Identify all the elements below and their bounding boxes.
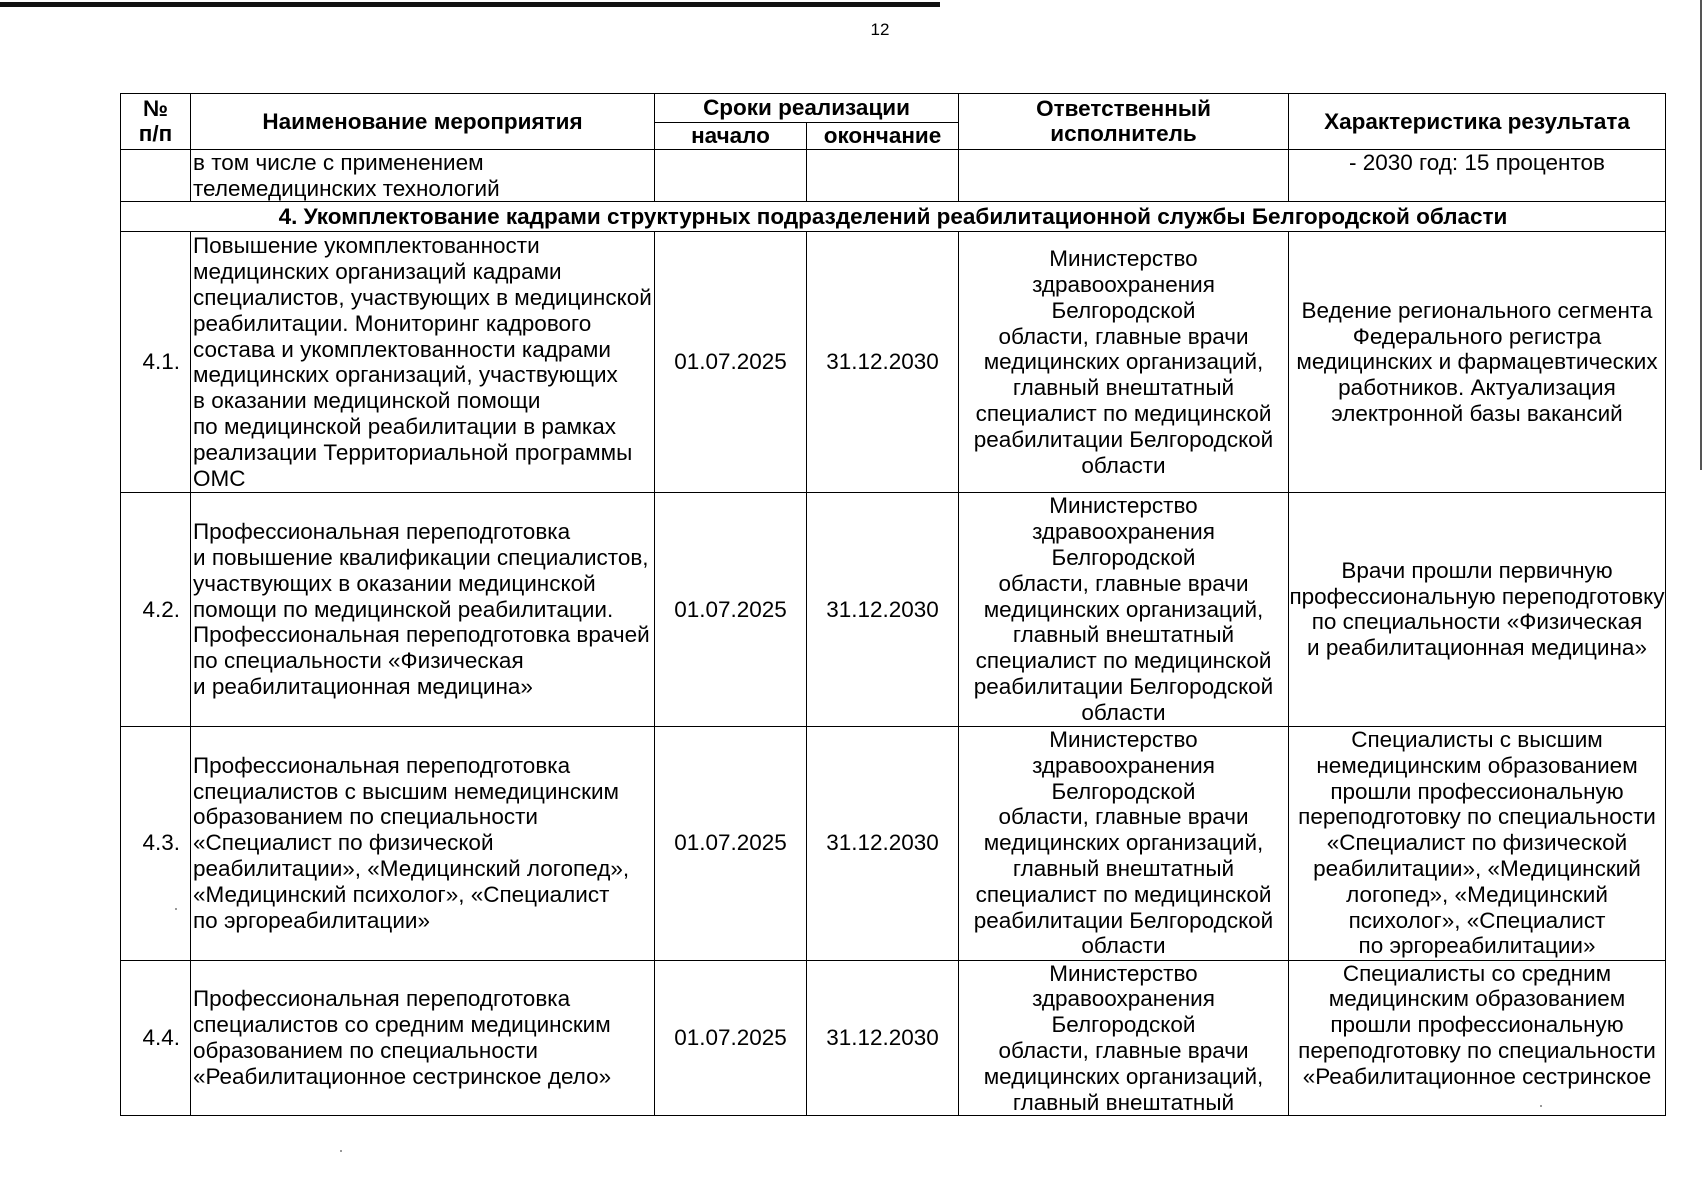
- table-row: [121, 960, 1666, 1116]
- table-row: [121, 232, 1666, 493]
- header-period: Сроки реализации: [655, 94, 959, 123]
- cell-name: Профессиональная переподготовка и повышение квалификации специалистов, участвующих в оказании медицинской помощи по медицинской реабилитации. Профессиональная переподготовка врачей по специальности «Физическая и реабилитационная медицина»: [191, 493, 655, 726]
- table-row: [121, 726, 1666, 960]
- table-row: [121, 149, 1666, 202]
- cell-num: 4.2.: [121, 493, 191, 726]
- cell-result: - 2030 год: 15 процентов: [1289, 149, 1666, 202]
- cell-responsible: Министерство здравоохранения Белгородской области, главные врачи медицинских организаций, главный внештатный: [959, 960, 1289, 1116]
- cell-result: Специалисты со средним медицинским образованием прошли профессиональную переподготовку по специальности «Реабилитационное сестринское: [1289, 960, 1666, 1116]
- scan-top-edge: [0, 2, 940, 7]
- cell-name: в том числе с применением телемедицинских технологий: [191, 149, 655, 202]
- header-num: № п/п: [121, 94, 191, 150]
- cell-start: 01.07.2025: [655, 960, 807, 1116]
- cell-end: [807, 149, 959, 202]
- table-row: [121, 493, 1666, 726]
- cell-result: Врачи прошли первичную профессиональную переподготовку по специальности «Физическая и реабилитационная медицина»: [1289, 493, 1666, 726]
- cell-start: 01.07.2025: [655, 493, 807, 726]
- cell-start: 01.07.2025: [655, 232, 807, 493]
- scan-speck: [175, 908, 177, 910]
- header-result: Характеристика результата: [1289, 94, 1666, 150]
- cell-name: Повышение укомплектованности медицинских организаций кадрами специалистов, участвующих в медицинской реабилитации. Мониторинг кадрового состава и укомплектованности кадрами медицинских организаций, участвующих в оказании медицинской помощи по медицинской реабилитации в рамках реализации Территориальной программы ОМС: [191, 232, 655, 493]
- cell-name: Профессиональная переподготовка специалистов с высшим немедицинским образованием по специальности «Специалист по физической реабилитации», «Медицинский логопед», «Медицинский психолог», «Специалист по эргореабилитации»: [191, 726, 655, 960]
- cell-result: Специалисты с высшим немедицинским образованием прошли профессиональную переподготовку по специальности «Специалист по физической реабилитации», «Медицинский логопед», «Медицинский психолог», «Специалист по эргореабилитации»: [1289, 726, 1666, 960]
- header-name: Наименование мероприятия: [191, 94, 655, 150]
- cell-start: 01.07.2025: [655, 726, 807, 960]
- cell-end: 31.12.2030: [807, 726, 959, 960]
- cell-start: [655, 149, 807, 202]
- cell-num: 4.3.: [121, 726, 191, 960]
- cell-num: [121, 149, 191, 202]
- cell-end: 31.12.2030: [807, 960, 959, 1116]
- header-responsible: Ответственный исполнитель: [959, 94, 1289, 150]
- cell-result: Ведение регионального сегмента Федерального регистра медицинских и фармацевтических работников. Актуализация электронной базы вакансий: [1289, 232, 1666, 493]
- scan-right-edge: [1700, 0, 1702, 470]
- page-number: 12: [870, 20, 890, 39]
- cell-responsible: Министерство здравоохранения Белгородской области, главные врачи медицинских организаций, главный внештатный специалист по медицинской реабилитации Белгородской области: [959, 493, 1289, 726]
- scan-speck: [340, 1150, 342, 1152]
- scan-speck: [1540, 1105, 1542, 1107]
- activities-table: [120, 93, 1666, 1116]
- cell-responsible: [959, 149, 1289, 202]
- cell-end: 31.12.2030: [807, 493, 959, 726]
- section-row: [121, 202, 1666, 232]
- section-title: 4. Укомплектование кадрами структурных подразделений реабилитационной службы Белгородской области: [121, 202, 1666, 232]
- cell-num: 4.1.: [121, 232, 191, 493]
- cell-num: 4.4.: [121, 960, 191, 1116]
- header-start: начало: [655, 123, 807, 150]
- header-end: окончание: [807, 123, 959, 150]
- cell-responsible: Министерство здравоохранения Белгородской области, главные врачи медицинских организаций, главный внештатный специалист по медицинской реабилитации Белгородской области: [959, 232, 1289, 493]
- cell-name: Профессиональная переподготовка специалистов со средним медицинским образованием по специальности «Реабилитационное сестринское дело»: [191, 960, 655, 1116]
- cell-responsible: Министерство здравоохранения Белгородской области, главные врачи медицинских организаций, главный внештатный специалист по медицинской реабилитации Белгородской области: [959, 726, 1289, 960]
- cell-end: 31.12.2030: [807, 232, 959, 493]
